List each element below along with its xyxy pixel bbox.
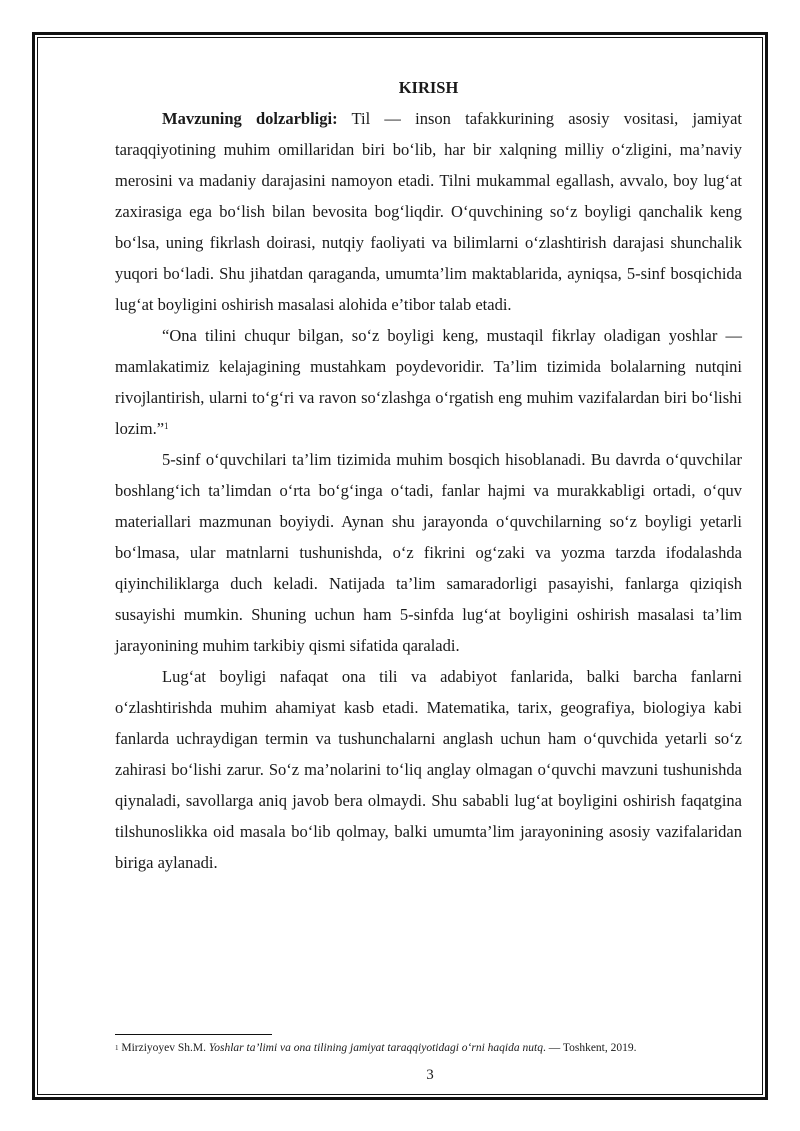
paragraph-text: Til — inson tafakkurining asosiy vositasi, jamiyat taraqqiyotining muhim omillaridan biri bo‘lib, har bir xalqning milliy o‘zligini, ma’naviy merosini va madaniy darajasini namoyon etadi. Tilni mukammal egallash, avvalo, boy lug‘at zaxirasiga ega bo‘lish bilan bevosita bog‘liqdir. O‘quvchining so‘z boyligi qanchalik keng bo‘lsa, uning fikrlash doirasi, nutqiy faoliyati va bilimlarni o‘zlashtirish darajasi shunchalik yuqori bo‘ladi. Shu jihatdan qaraganda, umumta’lim maktablarida, ayniqsa, 5-sinf bosqichida lug‘at boyligini oshirish masalasi alohida e’tibor talab etadi. — [115, 109, 742, 314]
page-number: 3 — [426, 1067, 434, 1083]
paragraph-relevance — [115, 103, 742, 320]
paragraph-text: Lug‘at boyligi nafaqat ona tili va adabiyot fanlarida, balki barcha fanlarni o‘zlashtirishda muhim ahamiyat kasb etadi. Matematika, tarix, geografiya, biologiya kabi fanlarda uchraydigan termin va tushunchalarni anglash uchun ham o‘quvchida yetarli so‘z zahirasi bo‘lishi zarur. So‘z ma’nolarini to‘liq anglay olmagan o‘quvchi mavzuni tushunishda qiynaladi, savollarga aniq javob bera olmaydi. Shu sababli lug‘at boyligini oshirish faqatgina tilshunoslikka oid masala bo‘lib qolmay, balki umumta’lim jarayonining asosiy vazifalaridan biriga aylanadi. — [115, 667, 742, 872]
footnote-marker: 1 — [115, 1044, 119, 1052]
section-title: KIRISH — [398, 78, 459, 97]
footnote-author: Mirziyoyev Sh.M. — [118, 1042, 209, 1054]
document-body — [115, 72, 742, 878]
paragraph-text: 5-sinf o‘quvchilari ta’lim tizimida muhim bosqich hisoblanadi. Bu davrda o‘quvchilar boshlang‘ich ta’limdan o‘rta bo‘g‘inga o‘tadi, fanlar hajmi va murakkabligi ortadi, o‘quv materiallari mazmunan boyiydi. Aynan shu jarayonda o‘quvchilarning so‘z boyligi yetarli bo‘lmasa, ular matnlarni tushunishda, o‘z fikrini og‘zaki va yozma tarzda ifodalashda qiyinchiliklarga duch keladi. Natijada ta’lim samaradorligi pasayishi, fanlarga qiziqish susayishi mumkin. Shuning uchun ham 5-sinfda lug‘at boyligini oshirish masalasi ta’lim jarayonining muhim tarkibiy qismi sifatida qaraladi. — [115, 450, 742, 655]
footnote-work-title: Yoshlar ta’limi va ona tilining jamiyat taraqqiyotidagi o‘rni haqida nutq — [208, 1042, 543, 1054]
paragraph-lead: Mavzuning dolzarbligi: — [162, 109, 338, 128]
footnote-separator — [115, 1034, 272, 1035]
footnote-publication: . — Toshkent, 2019. — [542, 1042, 637, 1054]
paragraph-grade5 — [115, 444, 742, 661]
footnote — [115, 1041, 755, 1056]
paragraph-vocabulary — [115, 661, 742, 878]
quote-text: “Ona tilini chuqur bilgan, so‘z boyligi keng, mustaqil fikrlay oladigan yoshlar — mamlakatimiz kelajagining mustahkam poydevoridir. Ta’lim tizimida bolalarning nutqini rivojlantirish, ularni to‘g‘ri va ravon so‘zlashga o‘rgatish eng muhim vazifalardan biri bo‘lishi lozim.” — [115, 326, 742, 438]
footnote-reference[interactable]: 1 — [164, 421, 169, 431]
paragraph-quote — [115, 320, 742, 444]
